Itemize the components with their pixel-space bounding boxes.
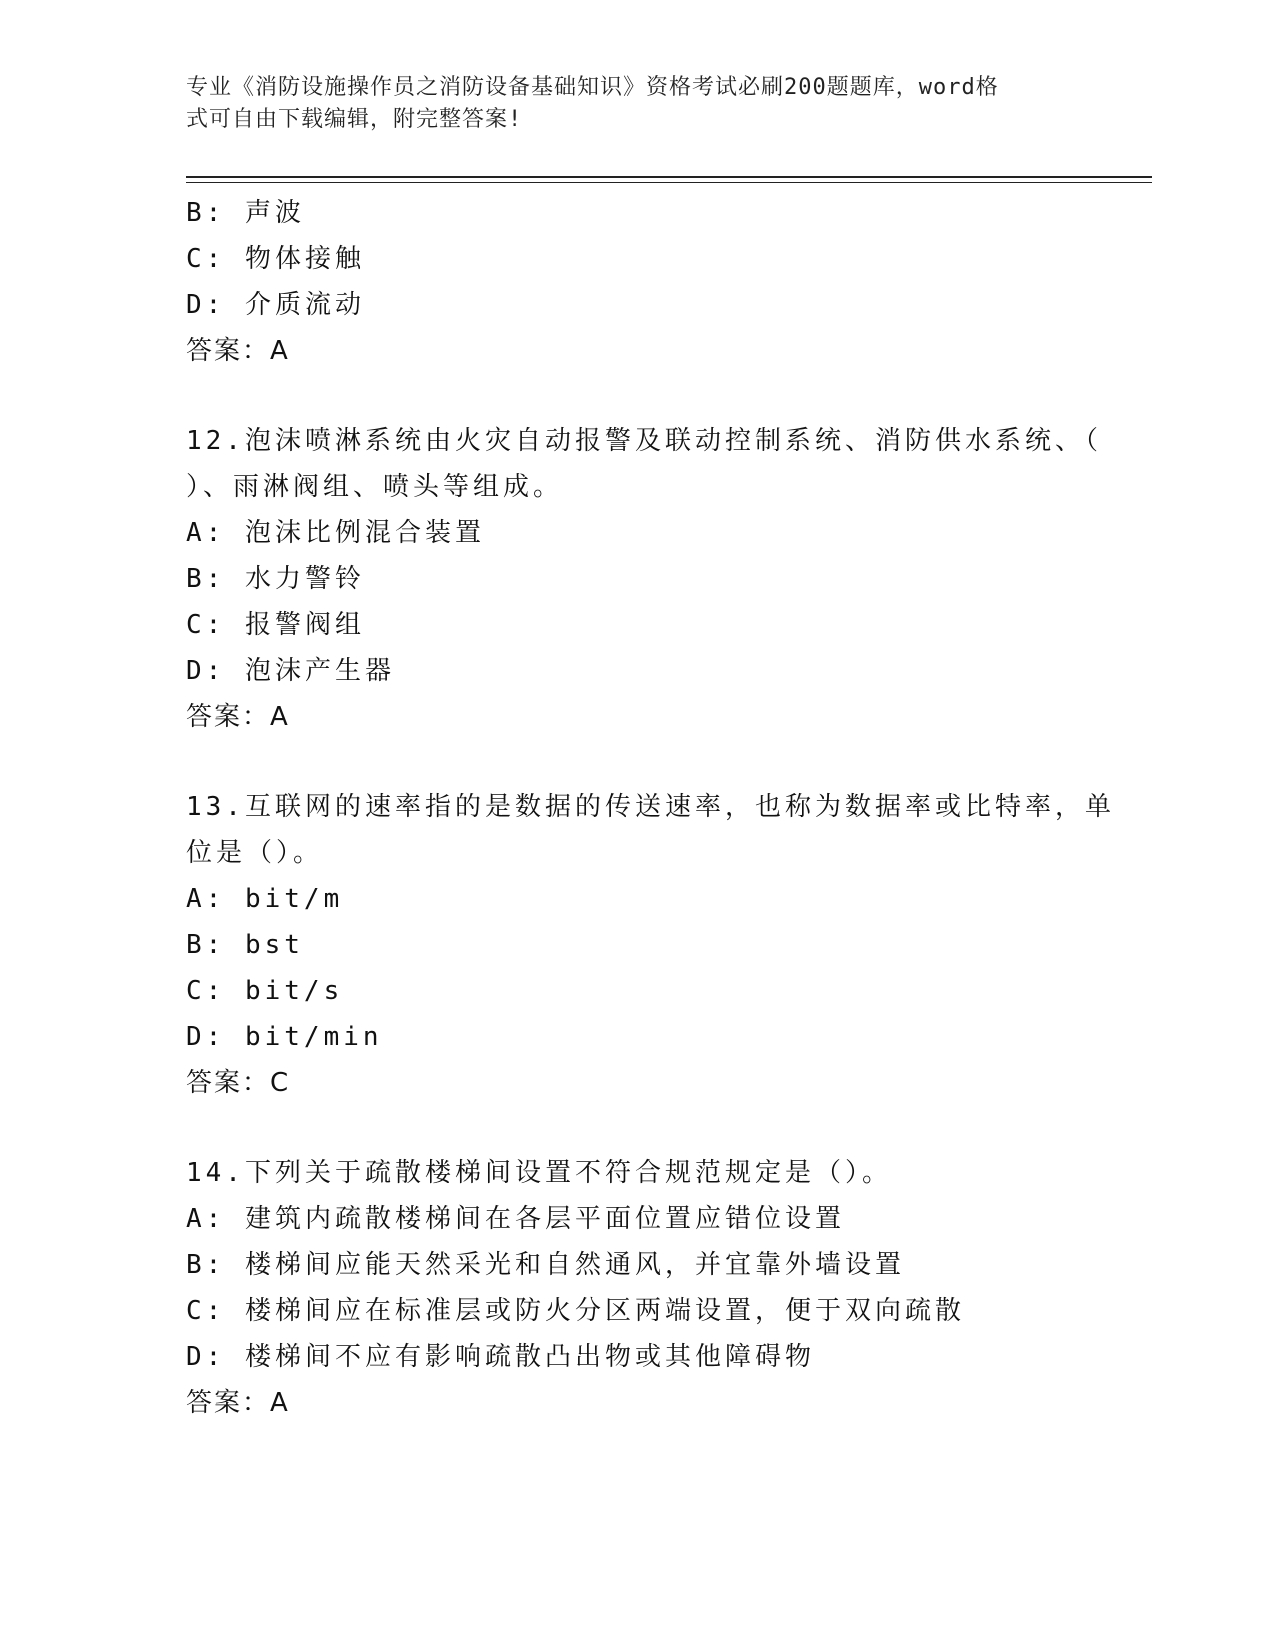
answer: 答案：C: [186, 1068, 291, 1098]
partial-question: [186, 190, 1086, 374]
header-line-1: 专业《消防设施操作员之消防设备基础知识》资格考试必刷200题题库，word格: [186, 75, 999, 100]
question-13: [186, 784, 1115, 1106]
answer: 答案：A: [186, 336, 290, 366]
answer: 答案：A: [186, 1388, 290, 1418]
page-header: [186, 72, 1086, 136]
header-line-2: 式可自由下载编辑，附完整答案!: [186, 107, 523, 132]
option-a: A: 泡沫比例混合装置: [186, 518, 485, 548]
question-content: [186, 190, 1115, 1426]
question-text-line: 14.下列关于疏散楼梯间设置不符合规范规定是（）。: [186, 1158, 892, 1188]
option-c: C: 物体接触: [186, 244, 365, 274]
option-c: C: 报警阀组: [186, 610, 365, 640]
option-a: A: bit/m: [186, 884, 344, 914]
answer: 答案：A: [186, 702, 290, 732]
option-a: A: 建筑内疏散楼梯间在各层平面位置应错位设置: [186, 1204, 845, 1234]
header-rule-thin: [186, 182, 1152, 183]
question-text-line: 位是（）。: [186, 838, 324, 868]
option-d: D: 介质流动: [186, 290, 365, 320]
option-d: D: 楼梯间不应有影响疏散凸出物或其他障碍物: [186, 1342, 815, 1372]
question-text-line: ）、雨淋阀组、喷头等组成。: [186, 472, 564, 502]
question-text-line: 12.泡沫喷淋系统由火灾自动报警及联动控制系统、消防供水系统、（: [186, 426, 1102, 456]
option-b: B: 楼梯间应能天然采光和自然通风，并宜靠外墙设置: [186, 1250, 905, 1280]
option-b: B: bst: [186, 930, 304, 960]
question-12: [186, 418, 1102, 740]
question-14: [186, 1150, 1086, 1426]
option-b: B: 声波: [186, 198, 305, 228]
option-c: C: 楼梯间应在标准层或防火分区两端设置，便于双向疏散: [186, 1296, 965, 1326]
option-d: D: 泡沫产生器: [186, 656, 395, 686]
question-text-line: 13.互联网的速率指的是数据的传送速率，也称为数据率或比特率，单: [186, 792, 1115, 822]
option-b: B: 水力警铃: [186, 564, 365, 594]
option-d: D: bit/min: [186, 1022, 383, 1052]
option-c: C: bit/s: [186, 976, 344, 1006]
header-rule-thick: [186, 176, 1152, 178]
